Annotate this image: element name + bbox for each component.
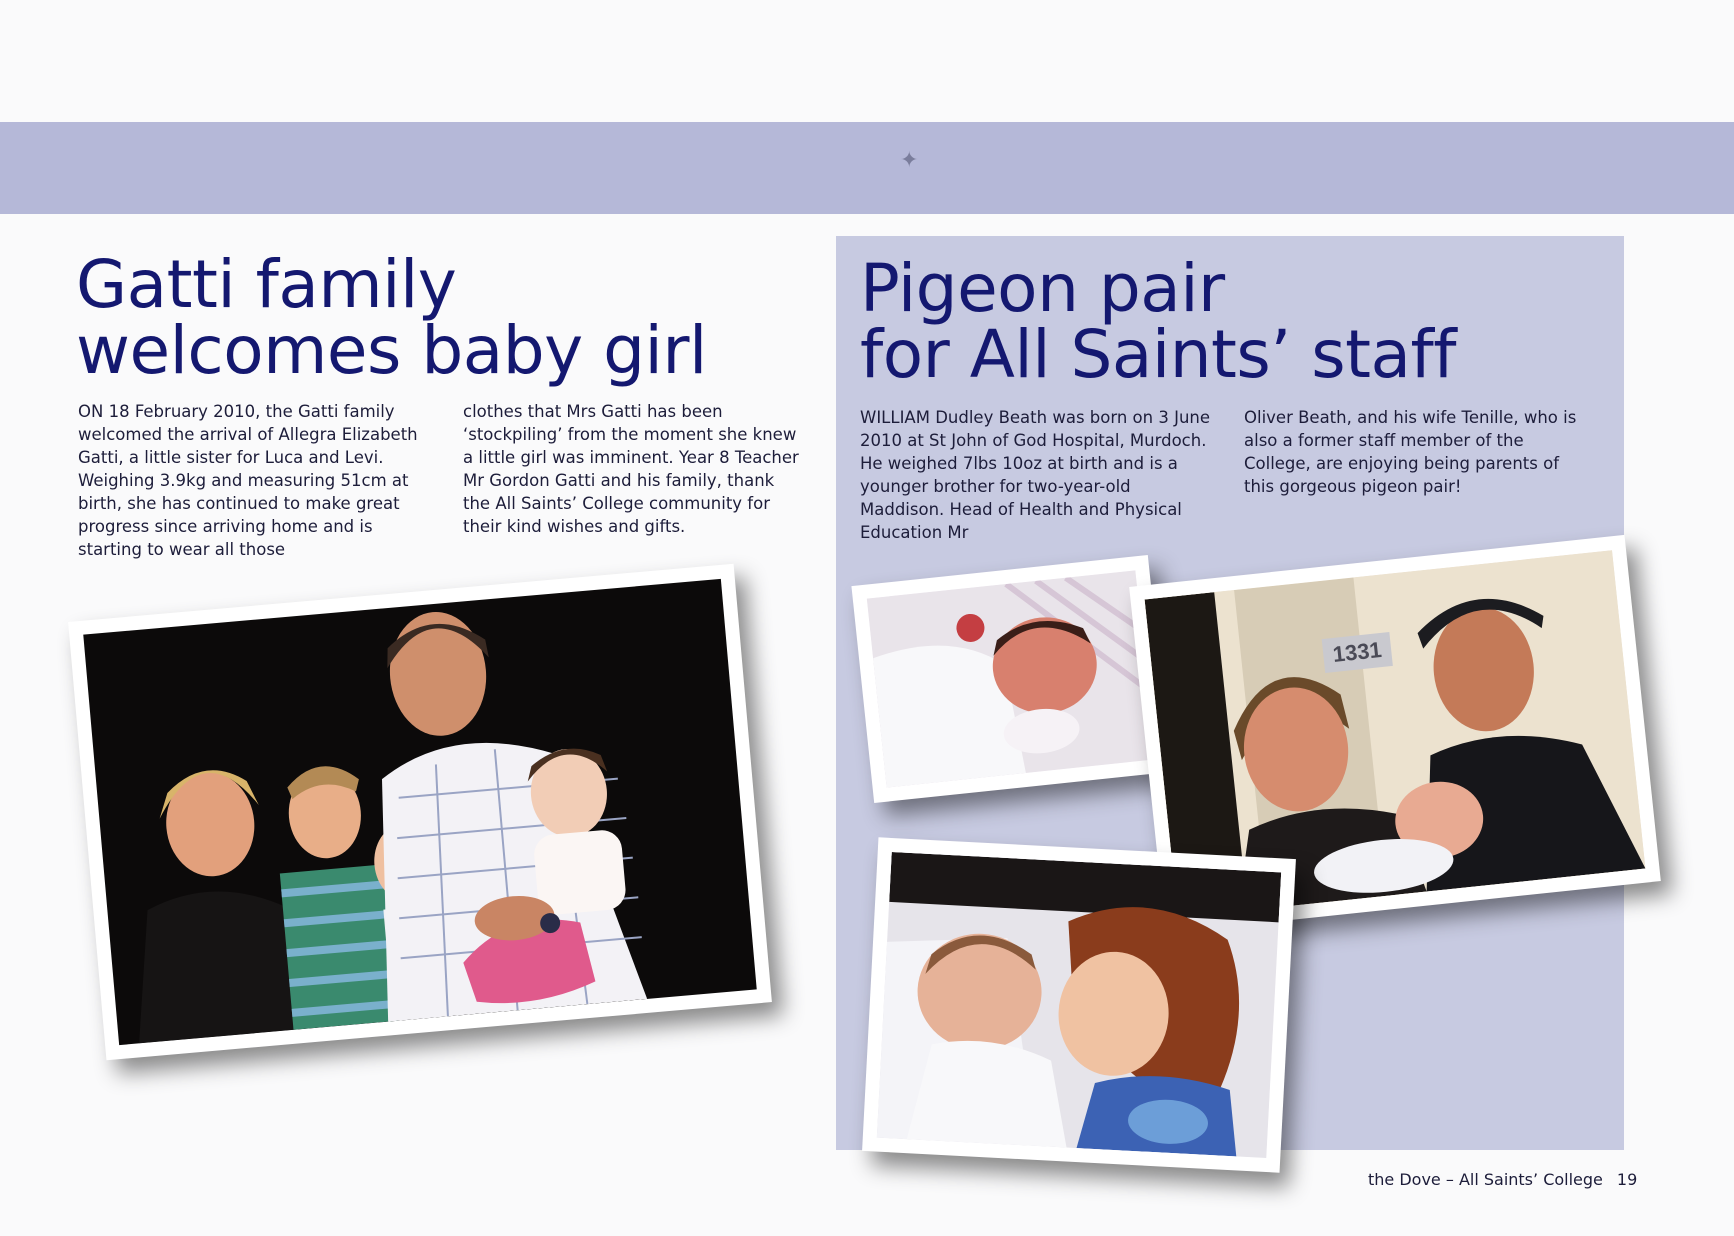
room-sign xyxy=(1322,632,1393,673)
right-headline xyxy=(860,250,1456,393)
left-column-1: ON 18 February 2010, the Gatti family welcomed the arrival of Allegra Elizabeth Gatti, a little sister for Luca and Levi. Weighing 3.9kg and measuring 51cm at birth, she has continued to make great progress since arriving home and is starting to wear all those xyxy=(78,402,418,559)
dove-icon: ✦ xyxy=(900,148,921,173)
right-headline-line1: Pigeon pair xyxy=(860,250,1225,327)
sleeping-baby-photo xyxy=(851,555,1170,803)
page-number: 19 xyxy=(1616,1170,1638,1189)
publication-name: the Dove – All Saints’ College xyxy=(1368,1170,1603,1189)
right-column-1: WILLIAM Dudley Beath was born on 3 June 2010 at St John of God Hospital, Murdoch. He weighed 7lbs 10oz at birth and is a younger brother for two-year-old Maddison. Head of Health and Physical Education Mr xyxy=(860,408,1211,542)
right-column-2: Oliver Beath, and his wife Tenille, who is also a former staff member of the College, are enjoying being parents of this gorgeous pigeon pair! xyxy=(1244,408,1577,496)
header-band xyxy=(0,122,1734,214)
page-footer xyxy=(1368,1170,1637,1189)
gatti-family-photo xyxy=(68,564,772,1061)
right-headline-line2: for All Saints’ staff xyxy=(860,316,1456,393)
left-headline-line2: welcomes baby girl xyxy=(76,312,707,389)
left-column-2: clothes that Mrs Gatti has been ‘stockpiling’ from the moment she knew a little girl was imminent. Year 8 Teacher Mr Gordon Gatti and his family, thank the All Saints’ College community for their kind wishes and gifts. xyxy=(463,402,799,536)
siblings-photo xyxy=(862,837,1296,1172)
left-headline xyxy=(76,246,707,389)
room-sign-number: 1331 xyxy=(1331,637,1383,667)
left-headline-line1: Gatti family xyxy=(76,246,457,323)
